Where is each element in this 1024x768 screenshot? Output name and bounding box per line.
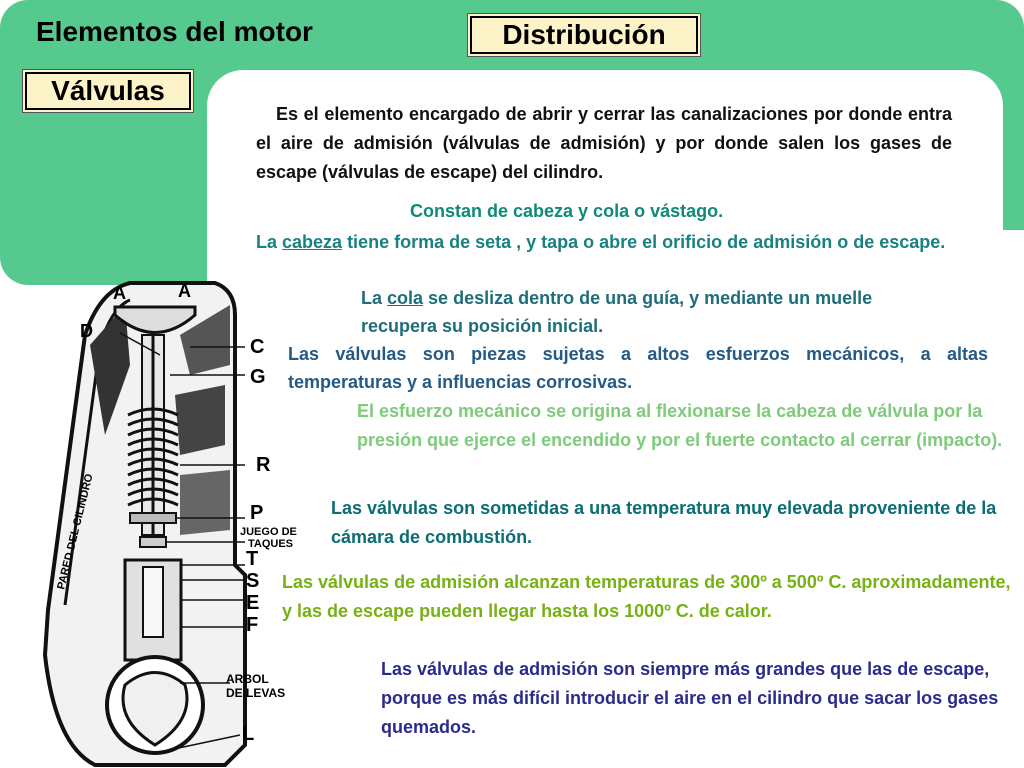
label-juego-1: JUEGO DE <box>240 526 297 538</box>
valve-diagram <box>30 275 320 768</box>
label-a-left: A <box>113 283 126 303</box>
page-title: Elementos del motor <box>36 16 313 47</box>
label-arbol-2: DE LEVAS <box>226 686 286 700</box>
tappet-core <box>143 567 163 637</box>
subsection-tag: Válvulas <box>25 72 191 110</box>
paragraph-intake-temp: Las válvulas de admisión alcanzan temperaturas de 300º a 500º C. aproximadamente, y las de escape pueden llegar hasta los 1000º C. de calor. <box>282 572 1011 621</box>
paragraph-stress: Las válvulas son piezas sujetas a altos esfuerzos mecánicos, a altas temperaturas y a influencias corrosivas. <box>288 344 988 392</box>
keyword-cabeza: cabeza <box>282 232 343 252</box>
label-a-right: A <box>178 281 191 301</box>
label-t: T <box>246 548 259 570</box>
label-e: E <box>246 592 260 614</box>
label-f: F <box>246 614 259 636</box>
paragraph-size: Las válvulas de admisión son siempre más grandes que las de escape, porque es más difícil introducir el aire en el cilindro que sacar los gases quemados. <box>381 659 999 737</box>
label-l: L <box>242 723 255 745</box>
hatch-block-mid <box>175 385 225 455</box>
keyword-cola: cola <box>387 288 424 308</box>
paragraph-parts: Constan de cabeza y cola o vástago. <box>410 201 724 221</box>
spring-retainer <box>130 513 176 523</box>
label-c: C <box>250 336 265 358</box>
paragraph-mechanical: El esfuerzo mecánico se origina al flexionarse la cabeza de válvula por la presión que ejerce el encendido y por el fuerte contacto al cerrar (impacto). <box>357 401 1003 450</box>
label-juego-2: TAQUES <box>248 538 294 550</box>
hatch-block-low <box>180 470 230 535</box>
paragraph-tail: La cola se desliza dentro de una guía, y mediante un muelle recupera su posición inicial. <box>361 288 873 336</box>
label-r: R <box>256 454 271 476</box>
label-s: S <box>246 570 260 592</box>
label-p: P <box>250 502 264 524</box>
paragraph-temperature: Las válvulas son sometidas a una temperatura muy elevada proveniente de la cámara de combustión. <box>331 498 997 547</box>
label-pared-cilindro: PARED DEL CILINDRO <box>55 472 96 591</box>
tappet-adjuster <box>140 537 166 547</box>
label-g: G <box>250 366 266 388</box>
label-d: D <box>80 321 93 341</box>
paragraph-head: La cabeza tiene forma de seta , y tapa o abre el orificio de admisión o de escape. <box>256 232 946 252</box>
paragraph-definition: Es el elemento encargado de abrir y cerrar las canalizaciones por donde entra el aire de admisión (válvulas de admisión) y por donde salen los gases de escape (válvulas de escape) del cilindro. <box>256 104 952 182</box>
section-tag: Distribución <box>470 16 698 54</box>
label-arbol-1: ARBOL <box>226 672 269 686</box>
